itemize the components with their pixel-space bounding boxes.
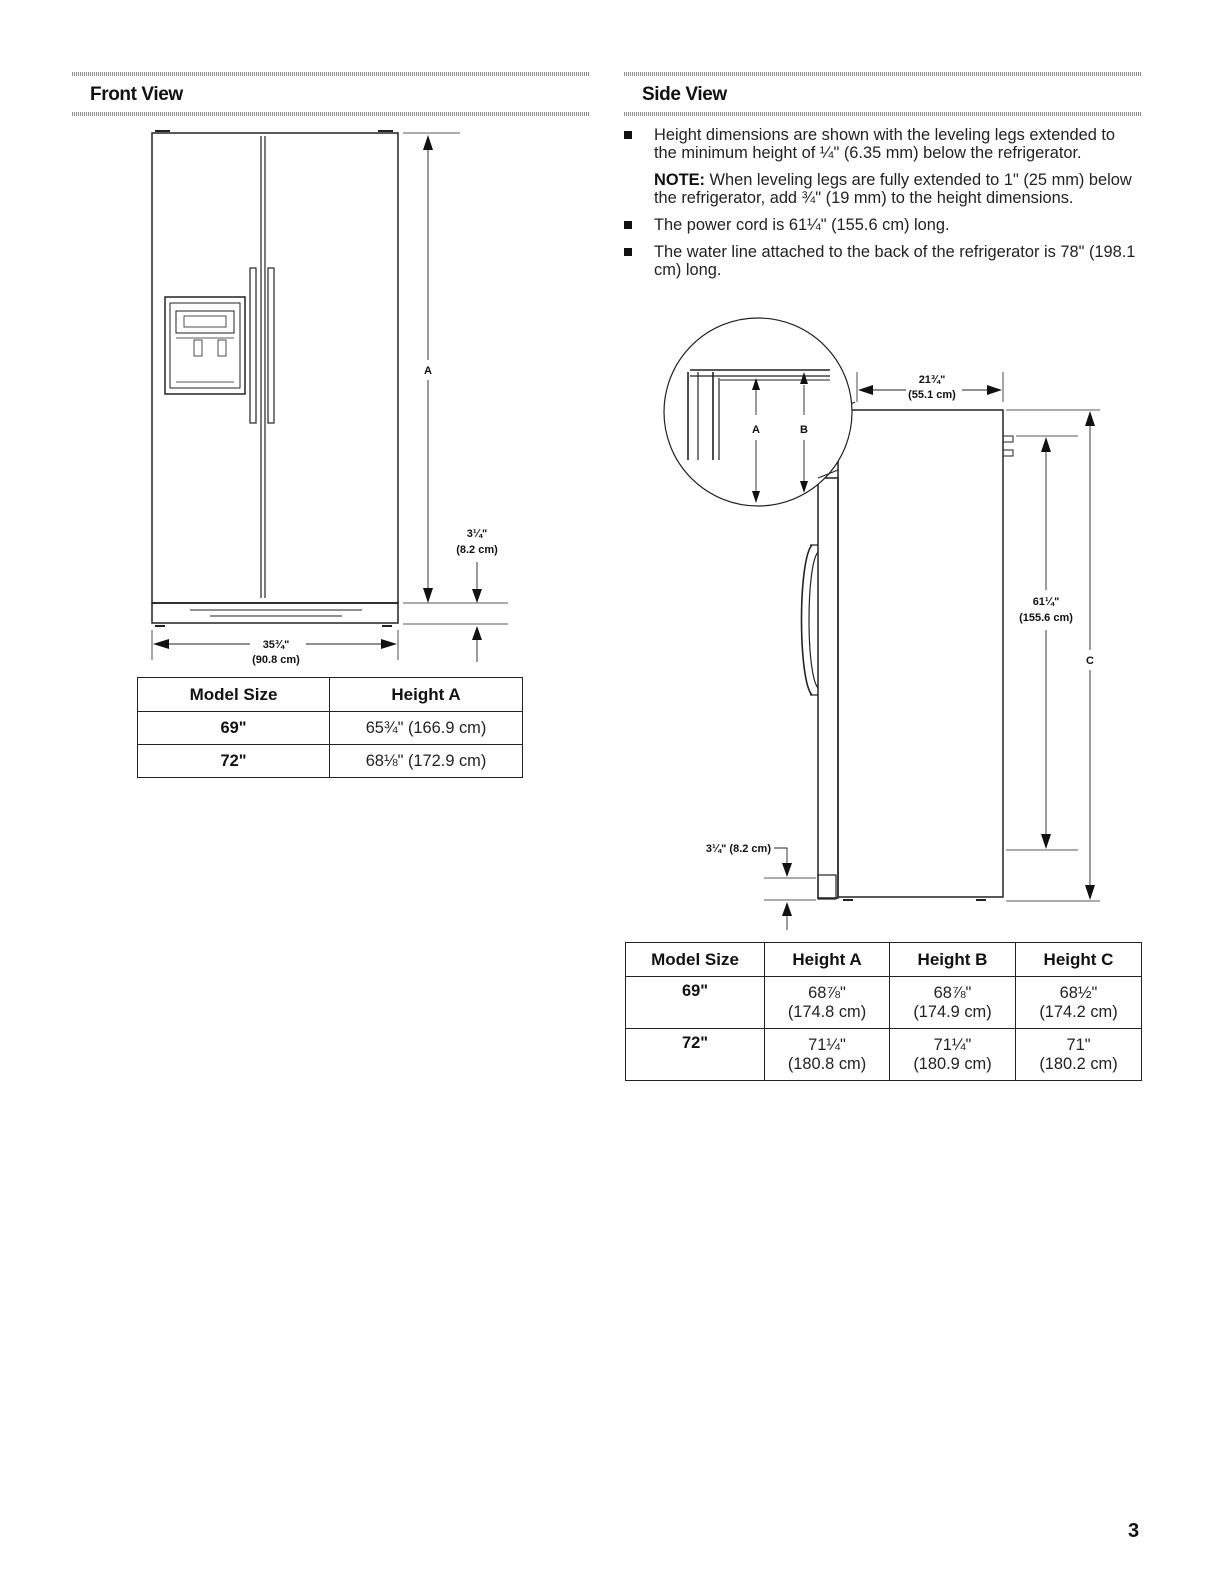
side-view-diagram: [612, 300, 1212, 940]
dimension-a-label: A: [424, 365, 432, 377]
leg-height-metric: (8.2 cm): [456, 544, 498, 556]
height-a-cell: 65¾" (166.9 cm): [330, 712, 523, 745]
bullet-square-icon: [624, 248, 632, 256]
bullet-text: The water line attached to the back of the refrigerator is 78" (198.1 cm) long.: [654, 243, 1136, 279]
bullet-item: [624, 216, 1142, 234]
header-rule: [624, 72, 1142, 76]
front-view-diagram: [0, 0, 612, 680]
model-size-cell: 69": [138, 712, 330, 745]
bullet-square-icon: [624, 131, 632, 139]
side-view-notes: [624, 126, 1142, 279]
front-view-title: Front View: [90, 84, 183, 105]
table-header: Height C: [1016, 943, 1142, 977]
height-c-cell: [1016, 1029, 1142, 1081]
side-height-table: [625, 942, 1142, 1081]
height-a-metric: (174.8 cm): [787, 1002, 867, 1021]
height-b-cell: [890, 1029, 1016, 1081]
model-size-cell: 69": [626, 977, 765, 1029]
height-c-metric: (174.2 cm): [1039, 1002, 1118, 1021]
table-header-row: [626, 943, 1142, 977]
height-a-cell: [765, 977, 890, 1029]
page-number: 3: [1128, 1520, 1140, 1542]
model-size-cell: 72": [138, 745, 330, 778]
note-label: NOTE:: [654, 171, 705, 189]
height-c-inches: 71": [1066, 1035, 1091, 1054]
bullet-text: Height dimensions are shown with the leveling legs extended to the minimum height of ¼" (6.35 mm) below the refrigerator.: [654, 126, 1116, 162]
leg-height-label: 3¼": [466, 528, 488, 540]
refrigerator-side-illustration: [802, 402, 1014, 900]
power-cord-dimension: [1006, 436, 1078, 850]
height-a-inches: 71¼": [808, 1035, 846, 1054]
table-row: [138, 745, 523, 778]
height-c-inches: 68½": [1059, 983, 1098, 1002]
leg-height-dimension: [403, 562, 508, 662]
cord-metric: (155.6 cm): [1019, 612, 1073, 624]
height-c-metric: (180.2 cm): [1039, 1054, 1118, 1073]
table-row: [138, 712, 523, 745]
table-header: Model Size: [626, 943, 765, 977]
height-a-metric: (180.8 cm): [787, 1054, 867, 1073]
table-header-row: [138, 678, 523, 712]
height-c-cell: [1016, 977, 1142, 1029]
width-metric: (90.8 cm): [252, 654, 300, 666]
dimension-a-label: A: [752, 424, 760, 436]
refrigerator-front-illustration: [152, 131, 398, 626]
header-rule: [624, 112, 1142, 116]
height-b-inches: 71¼": [933, 1035, 972, 1054]
side-leg-dimension: [764, 848, 816, 930]
bullet-item: [624, 243, 1142, 279]
table-row: [626, 1029, 1142, 1081]
depth-metric: (55.1 cm): [908, 389, 956, 401]
bullet-square-icon: [624, 221, 632, 229]
bullet-item: [624, 126, 1142, 162]
front-height-table: [137, 677, 523, 778]
note-text: When leveling legs are fully extended to 1" (25 mm) below the refrigerator, add ¾" (19 mm) to the height dimensions.: [654, 171, 1132, 207]
width-label: 35¾": [262, 639, 290, 651]
side-view-header: [624, 72, 1142, 118]
table-header: Height A: [330, 678, 523, 712]
height-b-metric: (180.9 cm): [913, 1054, 992, 1073]
note-paragraph: [624, 171, 1142, 207]
side-view-title: Side View: [642, 84, 727, 105]
depth-label: 21¾": [918, 374, 946, 386]
side-leg-label: 3¼" (8.2 cm): [705, 843, 771, 855]
model-size-cell: 72": [626, 1029, 765, 1081]
detail-zoom-circle: [664, 318, 852, 506]
table-header: Height B: [890, 943, 1016, 977]
height-a-inches: 68⅞": [808, 983, 846, 1002]
height-a-cell: [765, 1029, 890, 1081]
height-a-cell: 68⅛" (172.9 cm): [330, 745, 523, 778]
cord-label: 61¼": [1032, 596, 1060, 608]
table-row: [626, 977, 1142, 1029]
table-header: Model Size: [138, 678, 330, 712]
side-view-section: [624, 72, 1142, 288]
dimension-b-label: B: [800, 424, 808, 436]
height-b-metric: (174.9 cm): [913, 1002, 992, 1021]
height-b-cell: [890, 977, 1016, 1029]
height-b-inches: 68⅞": [933, 983, 972, 1002]
bullet-text: The power cord is 61¼" (155.6 cm) long.: [654, 216, 950, 234]
dimension-c-label: C: [1086, 655, 1094, 667]
table-header: Height A: [765, 943, 890, 977]
